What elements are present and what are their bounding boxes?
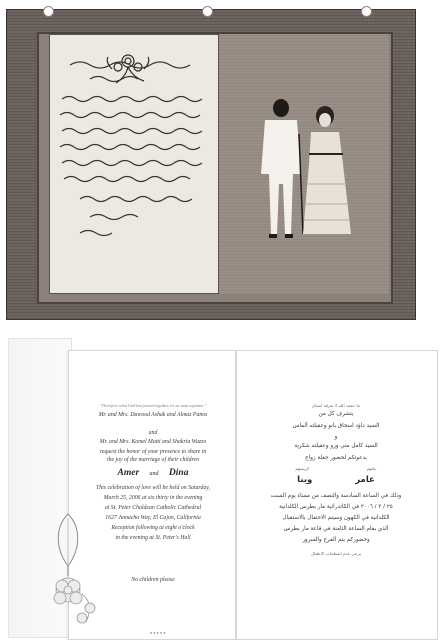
groom-name: Amer	[117, 468, 140, 478]
date-line: March 25, 2006 at six thirty in the evening	[103, 495, 203, 501]
arabic-line-8: الكلدانية في الكهون وسيتم الاحتفال بالاستقبال	[282, 515, 390, 521]
arabic-line-1: يتشرف كل من	[318, 411, 354, 417]
and-text: and	[148, 430, 158, 436]
label-bride: كريمتهم	[295, 466, 310, 471]
arabic-line-10: وحضوركم يتم الفرح والسرور	[302, 537, 370, 543]
ribbon-ornament	[52, 510, 112, 634]
verse: "Therefore what God has joined together, let no man separate."	[99, 403, 207, 408]
parents-line-2: Mr. and Mrs. Kamel Matti and Shakria Wazzo	[99, 439, 207, 445]
hall-line: in the evening at St. Peter's Hall	[115, 535, 191, 541]
handwriting-lines	[50, 35, 218, 293]
couple-names	[75, 468, 231, 478]
bride-name: Dina	[168, 468, 189, 478]
arabic-verse: ما جمعه الله لا يفرقه انسان	[311, 403, 361, 408]
photocopy-panel	[6, 9, 416, 320]
parents-line-1: Mr. and Mrs. Dawood Ashak and Almaz Panos	[98, 412, 208, 418]
handwritten-letter	[49, 34, 219, 294]
address-line: 1627 Jamacha Way, El Cajon, California	[105, 515, 201, 521]
no-children-note: No children please	[131, 577, 175, 583]
request-line: request the honor of your presence to share in	[99, 449, 207, 455]
arabic-labels	[243, 466, 429, 471]
arabic-footer: يرجى عدم اصطحاب الاطفال	[310, 551, 362, 556]
celebration-line: This celebration of love will be held on Saturday,	[96, 485, 210, 491]
arabic-line-7: ٢٥ / ٣ / ٢٠٠٦ في الكاتدرائية مار بطرس الكلدانية	[279, 504, 393, 510]
arabic-line-9: الذي يقام الساعة الثامنة في قاعة مار بطرس	[283, 526, 389, 532]
arabic-line-4: السيد كامل متي وزو وعقيلته شكرية	[294, 443, 378, 449]
arabic-bride: وينا	[297, 475, 313, 485]
arabic-line-2: السيد داؤد اسحاق بانو وعقيلته ألماس	[292, 423, 380, 429]
arabic-groom: عامر	[355, 475, 375, 485]
label-groom: نجلهم	[366, 466, 377, 471]
joy-line: the joy of the marriage of their children	[106, 457, 200, 463]
names-and: and	[149, 471, 159, 477]
reception-line: Reception following at eight o'clock	[111, 525, 195, 531]
arabic-line-6: وذلك في الساعة السادسة والنصف من مساء يوم السبت	[270, 493, 402, 499]
punch-hole	[361, 6, 372, 17]
punch-hole	[43, 6, 54, 17]
punch-hole	[202, 6, 213, 17]
couple-photo	[251, 94, 371, 244]
arabic-couple-names	[243, 475, 429, 485]
arabic-line-5: بدعوتكم لحضور حفلة زواج	[305, 455, 367, 461]
page-caption: * * * * *	[150, 632, 166, 638]
invitation-arabic-page	[236, 350, 438, 640]
venue-line: at St. Peter Chaldean Catholic Cathedral	[104, 505, 202, 511]
arabic-and: و	[334, 434, 338, 440]
